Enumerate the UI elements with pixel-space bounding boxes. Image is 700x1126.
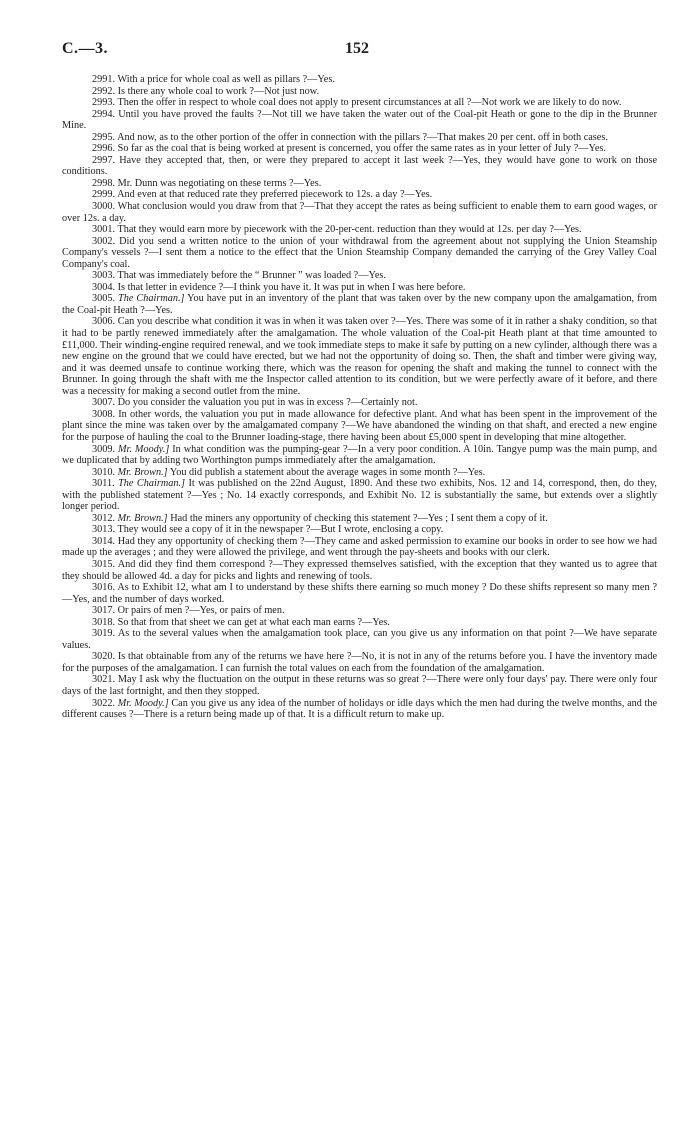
question-number: 3010. <box>92 466 116 478</box>
speaker-label: Mr. Moody.] <box>117 697 169 709</box>
testimony-paragraph <box>62 536 657 559</box>
testimony-paragraph <box>62 513 657 525</box>
page-header <box>62 40 652 62</box>
question-number: 3008. <box>92 408 116 420</box>
question-answer-text: Can you describe what condition it was in when it was taken over ?—Yes. There was some of it in rather a shaky condition, so that it had to be partly renewed immediately after the amalgamation. The whole valuation of the Coal-pit Heath plant at that time amounted to £11,000. Their winding-engine required renewal, and we took immediate steps to make it safe by putting on a new cylinder, although there was a new engine on the ground that we could have erected, but we had not the opportunity of doing so. Then, the shaft and timber were giving way, and it was deemed unsafe to continue working there, which was the reason for opening the shaft and making the tunnel to connect with the Brunner. In going through the shaft with me the Inspector called attention to its condition, but we were perfectly aware of it before, and there was a necessity for making a second outlet from the mine. <box>62 316 658 397</box>
testimony-paragraph <box>62 143 657 155</box>
testimony-paragraph <box>62 236 657 271</box>
question-number: 3016. <box>92 582 116 594</box>
question-number: 3019. <box>92 628 116 640</box>
question-answer-text: With a price for whole coal as well as pillars ?—Yes. <box>117 74 335 85</box>
question-answer-text: Until you have proved the faults ?—Not till we have taken the water out of the Coal-pit Heath or gone to the dip in the Brunner Mine. <box>62 108 657 132</box>
question-answer-text: So far as the coal that is being worked at present is concerned, you offer the same rates as in your letter of July ?—Yes. <box>117 143 606 155</box>
question-number: 2995. <box>92 131 116 143</box>
question-answer-text: Can you give us any idea of the number of holidays or idle days which the men had during the twelve months, and the different causes ?—There is a return being made up of that. It is a difficult return to make up. <box>62 697 658 721</box>
testimony-paragraph <box>62 109 657 132</box>
testimony-paragraph <box>62 316 657 397</box>
testimony-paragraph <box>62 178 657 190</box>
question-answer-text: That they would earn more by piecework with the 20-per-cent. reduction than they would at 12s. per day ?—Yes. <box>117 224 582 236</box>
testimony-paragraph <box>62 132 657 144</box>
question-answer-text: In what condition was the pumping-gear ?—In a very poor condition. A 10in. Tangye pump was the main pump, and we duplicated that by adding two Worthington pumps immediately after the amalgamation. <box>62 443 658 467</box>
testimony-paragraph <box>62 698 657 721</box>
question-answer-text: You have put in an inventory of the plant that was taken over by the new company upon the amalgamation, from the Coal-pit Heath ?—Yes. <box>62 293 657 316</box>
page-number: 152 <box>345 40 369 57</box>
testimony-paragraph <box>62 224 657 236</box>
testimony-paragraph <box>62 467 657 479</box>
testimony-paragraph <box>62 189 657 201</box>
testimony-body <box>62 74 657 721</box>
testimony-paragraph <box>62 86 657 98</box>
testimony-paragraph <box>62 444 657 467</box>
question-answer-text: Is that obtainable from any of the returns we have here ?—No, it is not in any of the returns before you. I have the inventory made for the purposes of the amalgamation. I can furnish the total values on each from the foundation of the amalgamation. <box>62 651 658 674</box>
question-answer-text: You did publish a statement about the average wages in some month ?—Yes. <box>169 466 486 478</box>
question-number: 3020. <box>92 651 116 663</box>
speaker-label: Mr. Brown.] <box>117 466 168 478</box>
question-answer-text: Had the miners any opportunity of checking this statement ?—Yes ; I sent them a copy of it. <box>170 512 548 524</box>
testimony-paragraph <box>62 605 657 617</box>
question-answer-text: What conclusion would you draw from that ?—That they accept the rates as being sufficient to enable them to earn good wages, or over 12s. a day. <box>62 201 657 224</box>
speaker-label: Mr. Brown.] <box>117 512 168 524</box>
speaker-label: The Chairman.] <box>118 293 185 305</box>
question-number: 2991. <box>92 74 116 85</box>
testimony-paragraph <box>62 293 657 316</box>
testimony-paragraph <box>62 524 657 536</box>
question-number: 3011. <box>92 478 115 490</box>
question-number: 2994. <box>92 108 116 120</box>
question-number: 3000. <box>92 201 116 213</box>
testimony-paragraph <box>62 559 657 582</box>
question-number: 2999. <box>92 189 116 201</box>
parliamentary-paper-reference: C.—3. <box>62 40 109 57</box>
question-number: 3009. <box>92 443 116 455</box>
question-number: 3001. <box>92 224 116 236</box>
question-answer-text: Had they any opportunity of checking them ?—They came and asked permission to examine our books in order to see how we had made up the averages ; and they were allowed the privilege, and went through the pay-sheets and books with our clerk. <box>62 535 657 559</box>
testimony-paragraph <box>62 155 657 178</box>
question-answer-text: And did they find them correspond ?—They expressed themselves satisfied, with the exception that they wanted us to agree that they should be allowed 4d. a day for picks and lights and renewing of tools. <box>62 558 657 582</box>
testimony-paragraph <box>62 270 657 282</box>
question-answer-text: And even at that reduced rate they preferred piecework to 12s. a day ?—Yes. <box>117 189 433 201</box>
question-number: 3004. <box>92 281 116 293</box>
testimony-paragraph <box>62 582 657 605</box>
testimony-paragraph <box>62 409 657 444</box>
question-answer-text: They would see a copy of it in the newspaper ?—But I wrote, enclosing a copy. <box>117 524 444 536</box>
question-number: 3002. <box>92 235 116 247</box>
testimony-paragraph <box>62 74 657 86</box>
testimony-paragraph <box>62 628 657 651</box>
testimony-paragraph <box>62 97 657 109</box>
testimony-paragraph <box>62 674 657 697</box>
question-number: 3021. <box>92 674 116 686</box>
testimony-paragraph <box>62 617 657 629</box>
question-number: 3014. <box>92 535 116 547</box>
testimony-paragraph <box>62 397 657 409</box>
question-answer-text: As to Exhibit 12, what am I to understand by these shifts there earning so much money ? Do these shifts represent so many men ?—Yes, and the number of days worked. <box>62 582 657 605</box>
question-answer-text: In other words, the valuation you put in made allowance for defective plant. And what has been spent in the improvement of the plant since the mine was taken over by the amalgamated company ?—We have abandoned the winding on that shaft, and erected a new engine for the purpose of hauling the coal to the Brunner loading-stage, there having been about £5,000 spent in developing that mine altogether. <box>62 408 657 443</box>
testimony-paragraph <box>62 282 657 294</box>
question-answer-text: Or pairs of men ?—Yes, or pairs of men. <box>117 605 285 617</box>
question-answer-text: Mr. Dunn was negotiating on these terms ?—Yes. <box>117 177 322 189</box>
question-answer-text: So that from that sheet we can get at what each man earns ?—Yes. <box>117 616 390 628</box>
question-number: 2993. <box>92 97 116 109</box>
question-number: 3006. <box>92 316 116 328</box>
question-number: 3007. <box>92 397 116 409</box>
question-number: 2996. <box>92 143 116 155</box>
speaker-label: Mr. Moody.] <box>118 443 170 455</box>
question-number: 2998. <box>92 177 116 189</box>
question-answer-text: Have they accepted that, then, or were they prepared to accept it last week ?—Yes, they would have gone to work on those conditions. <box>62 154 658 178</box>
question-answer-text: That was immediately before the “ Brunner ” was loaded ?—Yes. <box>117 270 386 282</box>
question-number: 3015. <box>92 558 116 570</box>
question-number: 3022. <box>92 697 116 709</box>
testimony-paragraph <box>62 478 657 513</box>
question-number: 3003. <box>92 270 116 282</box>
question-answer-text: And now, as to the other portion of the offer in connection with the pillars ?—That makes 20 per cent. off in both cases. <box>117 131 608 143</box>
question-answer-text: May I ask why the fluctuation on the output in these returns was so great ?—There were only four days' pay. There were only four days of the last fortnight, and then they stopped. <box>62 674 657 697</box>
question-number: 3012. <box>92 512 116 524</box>
question-answer-text: Then the offer in respect to whole coal does not apply to present circumstances at all ?—Not work we are likely to do now. <box>117 97 622 109</box>
question-answer-text: It was published on the 22nd August, 1890. And these two exhibits, Nos. 12 and 14, correspond, then, do they, with the published statement ?—Yes ; No. 14 exactly corresponds, and Exhibit No. 12 is substantially the same, but extends over a slightly longer period. <box>62 478 657 513</box>
question-number: 2992. <box>92 85 116 97</box>
question-answer-text: Do you consider the valuation you put in was in excess ?—Certainly not. <box>117 397 418 409</box>
testimony-paragraph <box>62 201 657 224</box>
question-number: 3013. <box>92 524 116 536</box>
question-answer-text: Is that letter in evidence ?—I think you have it. It was put in when I was here before. <box>117 281 466 293</box>
speaker-label: The Chairman.] <box>118 478 186 490</box>
question-number: 3017. <box>92 605 116 617</box>
question-answer-text: As to the several values when the amalgamation took place, can you give us any information on that point ?—We have separate values. <box>62 628 657 651</box>
question-number: 3018. <box>92 616 116 628</box>
question-answer-text: Is there any whole coal to work ?—Not just now. <box>117 85 320 97</box>
testimony-paragraph <box>62 651 657 674</box>
question-answer-text: Did you send a written notice to the union of your withdrawal from the agreement about not supplying the Union Steamship Company's vessels ?—I sent them a notice to the effect that the Union Steamship Company demanded the carrying of the Grey Valley Coal Company's coal. <box>62 235 658 270</box>
question-number: 3005. <box>92 293 116 305</box>
question-number: 2997. <box>92 154 116 166</box>
